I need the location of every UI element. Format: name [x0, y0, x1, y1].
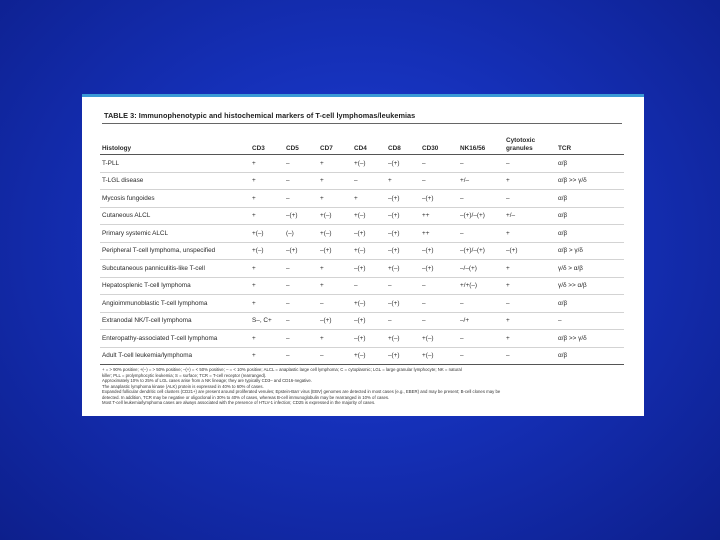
marker-cell: – — [352, 172, 386, 190]
table-body — [100, 155, 624, 365]
marker-cell: +(–) — [352, 207, 386, 225]
marker-cell: – — [420, 295, 458, 313]
marker-cell: +(–) — [420, 330, 458, 348]
marker-cell: γ/δ >> α/β — [556, 277, 624, 295]
marker-cell: –(+) — [420, 190, 458, 208]
marker-cell: – — [284, 312, 318, 330]
marker-cell: + — [250, 155, 284, 173]
marker-cell: –(+) — [284, 242, 318, 260]
marker-cell: –(+) — [420, 260, 458, 278]
column-header: CD3 — [250, 124, 284, 155]
table-row — [100, 225, 624, 243]
marker-cell: – — [386, 277, 420, 295]
column-header: CD7 — [318, 124, 352, 155]
marker-cell: –(+) — [386, 225, 420, 243]
marker-cell: +(–) — [352, 242, 386, 260]
marker-cell: – — [318, 295, 352, 313]
marker-cell: + — [504, 277, 556, 295]
histology-cell: Mycosis fungoides — [100, 190, 250, 208]
histology-cell: T-PLL — [100, 155, 250, 173]
histology-cell: Hepatosplenic T-cell lymphoma — [100, 277, 250, 295]
footnote: detected. In addition, TCR may be negative or oligoclonal in 30% to 40% of cases, whereas B-cell immunoglobulin may be rearranged in 10% of cases. — [102, 394, 390, 400]
marker-cell: –(+) — [352, 330, 386, 348]
marker-cell: – — [458, 330, 504, 348]
marker-cell: – — [420, 155, 458, 173]
markers-table — [100, 124, 624, 365]
marker-cell: + — [504, 172, 556, 190]
marker-cell: + — [386, 172, 420, 190]
marker-cell: + — [318, 330, 352, 348]
histology-cell: Extranodal NK/T-cell lymphoma — [100, 312, 250, 330]
column-header: CD8 — [386, 124, 420, 155]
table-row — [100, 295, 624, 313]
marker-cell: – — [284, 260, 318, 278]
marker-cell: α/β >> γ/δ — [556, 172, 624, 190]
marker-cell: + — [250, 172, 284, 190]
marker-cell: –(+) — [284, 207, 318, 225]
marker-cell: –(+) — [386, 347, 420, 365]
marker-cell: –(+) — [352, 260, 386, 278]
marker-cell: – — [284, 155, 318, 173]
column-header: Histology — [100, 124, 250, 155]
marker-cell: +(–) — [386, 330, 420, 348]
table-row — [100, 190, 624, 208]
header-row — [100, 124, 624, 155]
table-row — [100, 330, 624, 348]
marker-cell: – — [458, 295, 504, 313]
histology-cell: Adult T-cell leukemia/lymphoma — [100, 347, 250, 365]
marker-cell: –(+)/–(+) — [458, 242, 504, 260]
marker-cell: + — [318, 190, 352, 208]
marker-cell: –(+) — [386, 155, 420, 173]
histology-cell: Enteropathy-associated T-cell lymphoma — [100, 330, 250, 348]
marker-cell: –(+) — [352, 225, 386, 243]
marker-cell: – — [458, 225, 504, 243]
histology-cell: Primary systemic ALCL — [100, 225, 250, 243]
marker-cell: + — [250, 347, 284, 365]
marker-cell: –(+) — [318, 312, 352, 330]
marker-cell: – — [386, 312, 420, 330]
marker-cell: + — [250, 277, 284, 295]
marker-cell: –(+) — [386, 190, 420, 208]
histology-cell: Subcutaneous panniculitis-like T-cell — [100, 260, 250, 278]
marker-cell: + — [318, 277, 352, 295]
histology-cell: Peripheral T-cell lymphoma, unspecified — [100, 242, 250, 260]
marker-cell: +/– — [504, 207, 556, 225]
marker-cell: +/+(–) — [458, 277, 504, 295]
marker-cell: –/–(+) — [458, 260, 504, 278]
marker-cell: α/β — [556, 225, 624, 243]
marker-cell: – — [504, 295, 556, 313]
table-row — [100, 207, 624, 225]
footnote: Most T-cell leukemia/lymphoma cases are always associated with the presence of HTLV-1 infection; CD25 is expressed in the majority of cases. — [102, 400, 376, 405]
marker-cell: ++ — [420, 225, 458, 243]
marker-cell: –(+) — [504, 242, 556, 260]
marker-cell: + — [352, 190, 386, 208]
column-header: TCR — [556, 124, 624, 155]
marker-cell: – — [420, 277, 458, 295]
marker-cell: –(+) — [386, 242, 420, 260]
marker-cell: –/+ — [458, 312, 504, 330]
marker-cell: α/β >> γ/δ — [556, 330, 624, 348]
marker-cell: – — [420, 172, 458, 190]
table-title: TABLE 3: Immunophenotypic and histochemical markers of T-cell lymphomas/leukemias — [104, 111, 416, 120]
marker-cell: + — [504, 225, 556, 243]
marker-cell: –(+) — [318, 242, 352, 260]
column-header: CD30 — [420, 124, 458, 155]
marker-cell: – — [284, 190, 318, 208]
marker-cell: α/β > γ/δ — [556, 242, 624, 260]
marker-cell: – — [420, 312, 458, 330]
table-row — [100, 172, 624, 190]
marker-cell: +(–) — [352, 295, 386, 313]
marker-cell: + — [250, 260, 284, 278]
column-header: CD4 — [352, 124, 386, 155]
marker-cell: + — [318, 172, 352, 190]
marker-cell: α/β — [556, 155, 624, 173]
marker-cell: –(+) — [420, 242, 458, 260]
marker-cell: + — [504, 330, 556, 348]
marker-cell: (–) — [284, 225, 318, 243]
table-image — [82, 94, 644, 416]
marker-cell: α/β — [556, 295, 624, 313]
histology-cell: T-LGL disease — [100, 172, 250, 190]
marker-cell: – — [504, 155, 556, 173]
table-row — [100, 260, 624, 278]
marker-cell: +(–) — [318, 207, 352, 225]
footnote: Approximately 10% to 25% of LGL cases arise from a NK lineage; they are typically CD3– and CD16-negative. — [102, 378, 313, 383]
marker-cell: ++ — [420, 207, 458, 225]
marker-cell: – — [318, 347, 352, 365]
column-header: Cytotoxic granules — [504, 124, 556, 155]
marker-cell: – — [352, 277, 386, 295]
marker-cell: + — [318, 260, 352, 278]
table-row — [100, 312, 624, 330]
marker-cell: +(–) — [386, 260, 420, 278]
marker-cell: – — [504, 190, 556, 208]
marker-cell: +(–) — [318, 225, 352, 243]
marker-cell: +(–) — [352, 347, 386, 365]
marker-cell: α/β — [556, 190, 624, 208]
table-row — [100, 155, 624, 173]
histology-cell: Cutaneous ALCL — [100, 207, 250, 225]
footnotes — [102, 367, 622, 406]
column-header: CD5 — [284, 124, 318, 155]
marker-cell: +(–) — [250, 225, 284, 243]
marker-cell: + — [318, 155, 352, 173]
marker-cell: +(–) — [250, 242, 284, 260]
marker-cell: – — [284, 347, 318, 365]
top-accent-rule — [82, 94, 644, 97]
column-header: NK16/56 — [458, 124, 504, 155]
marker-cell: –(+)/–(+) — [458, 207, 504, 225]
marker-cell: +(–) — [420, 347, 458, 365]
footnote: + = > 90% positive; +(–) = > 50% positive; –(+) = < 50% positive; – = < 10% positive; ALCL = anaplastic large cell lymphoma; C = cytoplasmic; LGL = large granular lymphocyte; NK = natural — [102, 367, 462, 372]
marker-cell: – — [284, 295, 318, 313]
marker-cell: – — [504, 347, 556, 365]
marker-cell: – — [556, 312, 624, 330]
marker-cell: + — [250, 330, 284, 348]
footnote: Expanded follicular dendritic cell clusters (CD21+) are present around proliferated venules; Epstein-Barr virus (EBV) genomes are detected in most cases (e.g., EBER) and may be present; B-cell clones may be — [102, 389, 501, 394]
marker-cell: – — [458, 190, 504, 208]
table-row — [100, 242, 624, 260]
marker-cell: S–, C+ — [250, 312, 284, 330]
marker-cell: –(+) — [352, 312, 386, 330]
marker-cell: – — [284, 330, 318, 348]
marker-cell: – — [284, 172, 318, 190]
histology-cell: Angioimmunoblastic T-cell lymphoma — [100, 295, 250, 313]
marker-cell: – — [284, 277, 318, 295]
marker-cell: γ/δ > α/β — [556, 260, 624, 278]
marker-cell: –(+) — [386, 295, 420, 313]
marker-cell: α/β — [556, 207, 624, 225]
marker-cell: + — [250, 207, 284, 225]
marker-cell: – — [458, 155, 504, 173]
marker-cell: +(–) — [352, 155, 386, 173]
table-row — [100, 277, 624, 295]
footnote: killer; PLL = prolymphocytic leukemia; S = surface; TCR = T-cell receptor (rearranged). — [102, 372, 267, 378]
marker-cell: + — [504, 260, 556, 278]
marker-cell: – — [458, 347, 504, 365]
footnote: The anaplastic lymphoma kinase (ALK) protein is expressed in 40% to 60% of cases. — [102, 383, 264, 389]
marker-cell: + — [250, 295, 284, 313]
table-row — [100, 347, 624, 365]
marker-cell: + — [504, 312, 556, 330]
marker-cell: –(+) — [386, 207, 420, 225]
marker-cell: +/– — [458, 172, 504, 190]
marker-cell: α/β — [556, 347, 624, 365]
marker-cell: + — [250, 190, 284, 208]
